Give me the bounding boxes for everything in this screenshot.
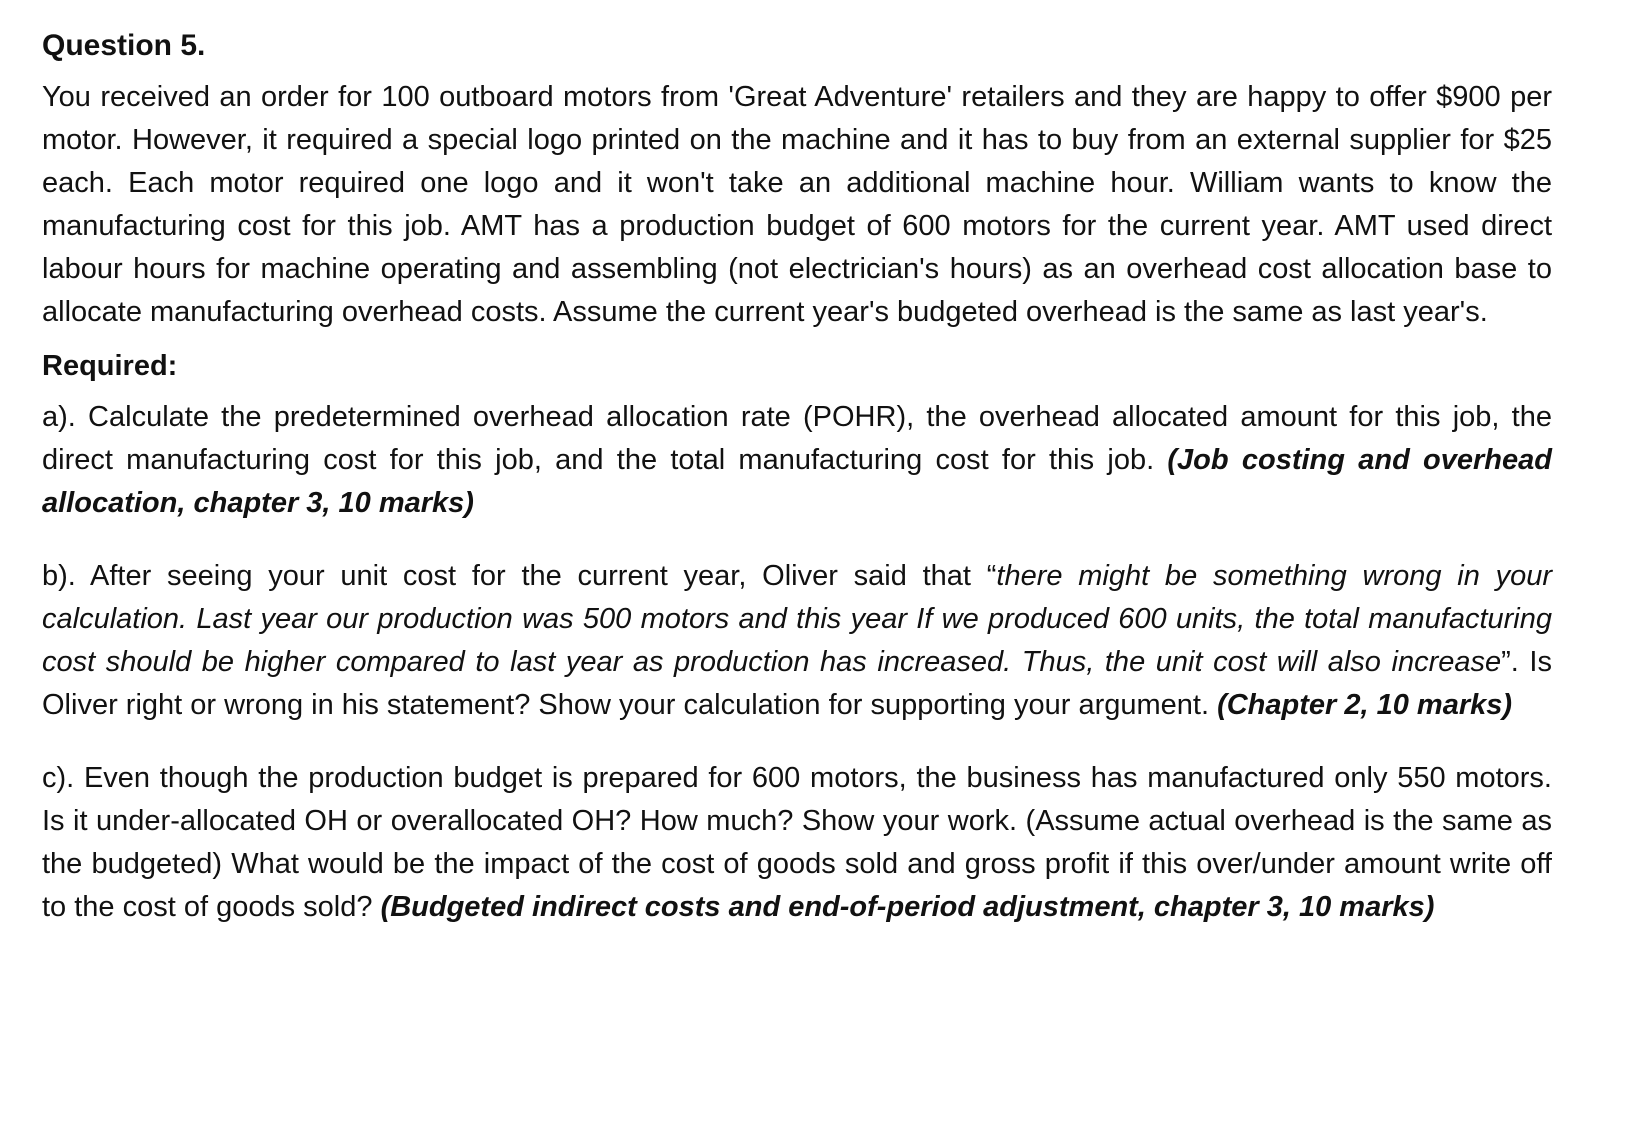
part-a-text: a). Calculate the predetermined overhead allocation rate (POHR), the overhead allocated amount for this job, the direct manufacturing cost for this job, and the total manufacturing cost for this job. [42,401,1552,476]
part-a-marks: (Job costing and overhead allocation, chapter 3, 10 marks) [42,444,1552,519]
spacer [42,727,1552,757]
spacer [42,525,1552,555]
part-b-marks: (Chapter 2, 10 marks) [1217,689,1513,721]
required-label: Required: [42,350,178,382]
question-intro: You received an order for 100 outboard motors from 'Great Adventure' retailers and they are happy to offer $900 per motor. However, it required a special logo printed on the machine and it has to buy from an external supplier for $25 each. Each motor required one logo and it won't take an additional machine hour. William wants to know the manufacturing cost for this job. AMT has a production budget of 600 motors for the current year. AMT used direct labour hours for machine operating and assembling (not electrician's hours) as an overhead cost allocation base to allocate manufacturing overhead costs. Assume the current year's budgeted overhead is the same as last year's. [42,81,1552,328]
part-b-tail: ”. Is Oliver right or wrong in his statement? Show your calculation for supporting your argument. [42,646,1552,721]
question-title: Question 5. [42,29,206,62]
document-page [42,26,1552,929]
part-a [42,396,1552,525]
part-b-quote: there might be something wrong in your calculation. Last year our production was 500 motors and this year If we produced 600 units, the total manufacturing cost should be higher compared to last year as production has increased. Thus, the unit cost will also increase [42,560,1552,678]
part-c [42,757,1552,929]
part-c-text: c). Even though the production budget is prepared for 600 motors, the business has manufactured only 550 motors. Is it under-allocated OH or overallocated OH? How much? Show your work. (Assume actual overhead is the same as the budgeted) What would be the impact of the cost of goods sold and gross profit if this over/under amount write off to the cost of goods sold? [42,762,1552,923]
part-b [42,555,1552,727]
spacer [42,334,1552,346]
part-b-lead: b). After seeing your unit cost for the current year, Oliver said that “ [42,560,997,592]
part-c-marks: (Budgeted indirect costs and end-of-period adjustment, chapter 3, 10 marks) [380,891,1435,923]
